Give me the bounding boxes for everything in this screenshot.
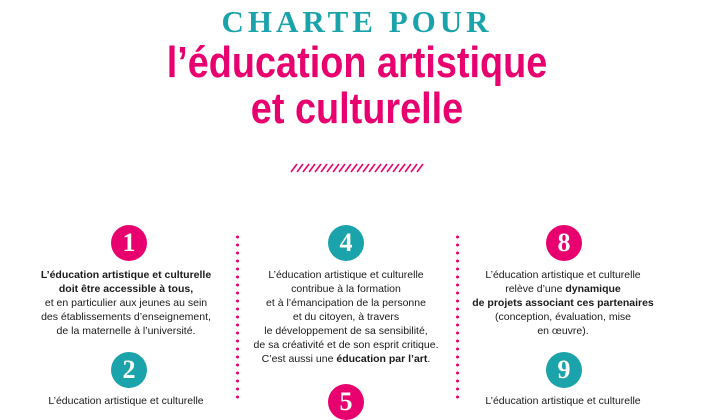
- text-line: L’éducation artistique et culturelle: [40, 269, 212, 281]
- text-line: de sa créativité et de son esprit critique.: [253, 339, 439, 351]
- number-badge-9: 9: [546, 352, 582, 388]
- charter-item-4-text: [236, 268, 456, 366]
- charter-item-8-text: [453, 268, 673, 338]
- number-badge-5: 5: [328, 384, 364, 420]
- text-line: L’éducation artistique et culturelle: [268, 269, 424, 281]
- page-title: [50, 40, 664, 132]
- text-line: C’est aussi une éducation par l’art.: [261, 353, 431, 365]
- charter-item-1-text: [16, 268, 236, 338]
- number-badge-4: 4: [328, 225, 364, 261]
- charter-item-9-text: L’éducation artistique et culturelle: [485, 395, 641, 407]
- title-line-1: l’éducation artistique: [166, 38, 548, 87]
- charter-item-2-text: L’éducation artistique et culturelle: [48, 395, 204, 407]
- number-badge-2: 2: [111, 352, 147, 388]
- text-line: le développement de sa sensibilité,: [264, 325, 428, 337]
- text-line: et en particulier aux jeunes au sein: [44, 297, 208, 309]
- text-line: et du citoyen, à travers: [292, 311, 400, 323]
- text-line: (conception, évaluation, mise: [495, 311, 631, 323]
- number-badge-8: 8: [546, 225, 582, 261]
- text-line: en œuvre).: [537, 325, 589, 337]
- text-line: des établissements d’enseignement,: [41, 311, 211, 323]
- text-line: relève d’une dynamique: [505, 283, 621, 295]
- kicker-heading: CHARTE POUR: [221, 4, 493, 39]
- text-line: de la maternelle à l’université.: [56, 325, 196, 337]
- text-line: et à l’émancipation de la personne: [266, 297, 426, 309]
- decorative-zigzag: [289, 163, 427, 173]
- text-line: de projets associant ces partenaires: [472, 297, 654, 309]
- title-line-2: et culturelle: [250, 84, 464, 133]
- text-line: doit être accessible à tous,: [58, 283, 194, 295]
- number-badge-1: 1: [111, 225, 147, 261]
- text-line: contribue à la formation: [291, 283, 401, 295]
- text-line: L’éducation artistique et culturelle: [485, 269, 641, 281]
